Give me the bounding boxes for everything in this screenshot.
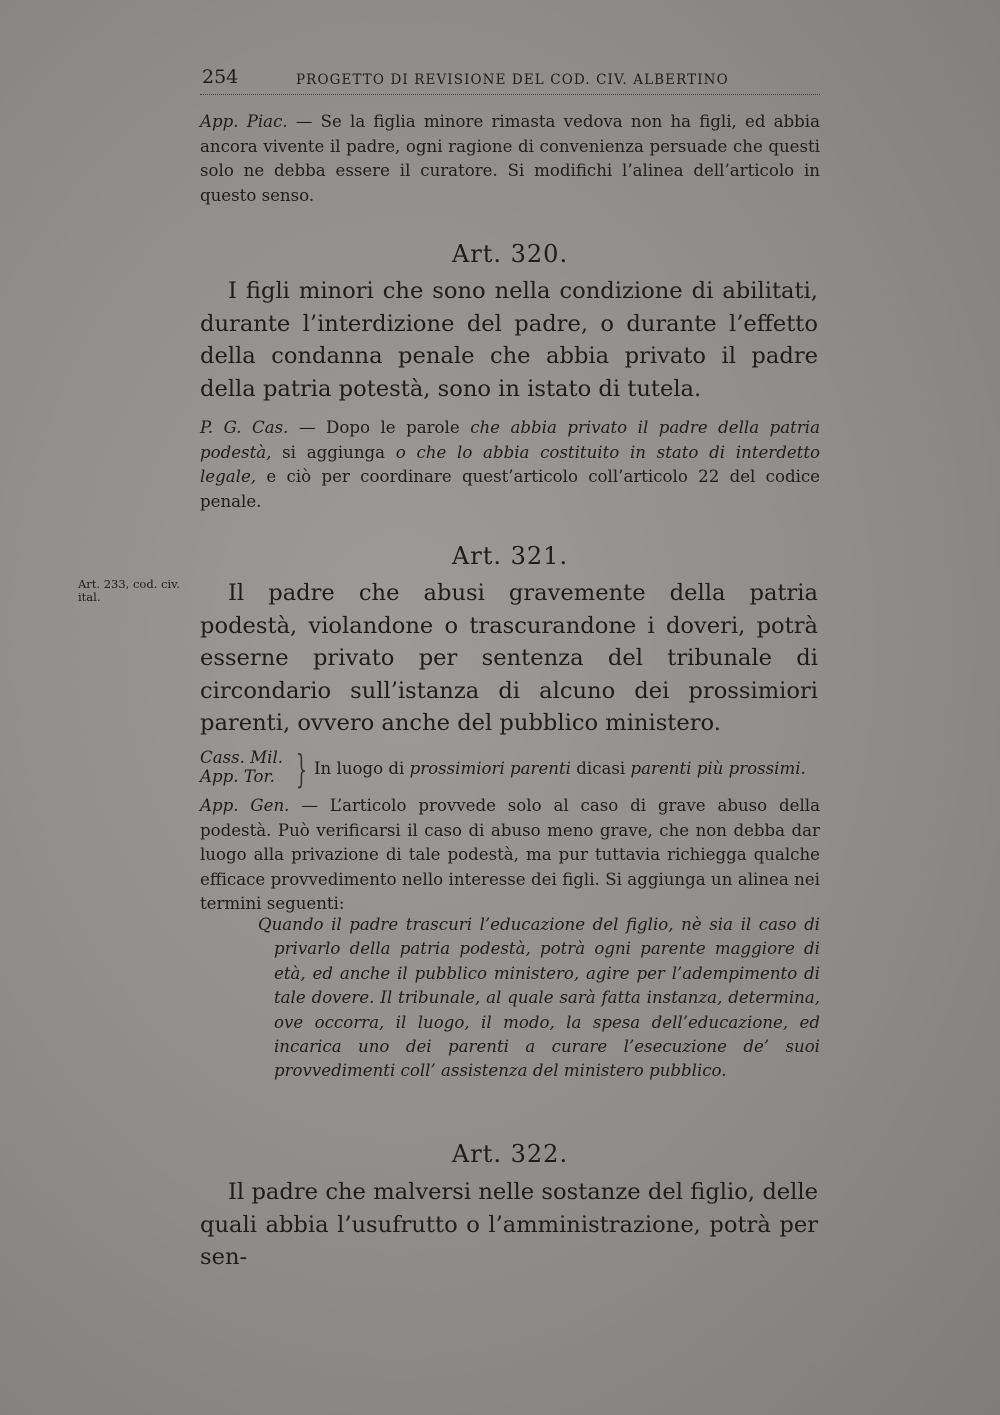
page-number: 254 xyxy=(202,66,239,88)
article-text-322: Il padre che malversi nelle sostanze del figlio, delle quali abbia l’usufrutto o l’amministrazione, potrà per sen- xyxy=(200,1179,818,1271)
article-heading-322: Art. 322. xyxy=(451,1140,569,1168)
article-heading-320: Art. 320. xyxy=(451,240,569,268)
note-text: — L’articolo provvede solo al caso di grave abuso della podestà. Può verificarsi il caso di abuso meno grave, che non debba dar luogo alla privazione di tale podestà, ma pur tuttavia richiegga qualche efficace provvedimento nello interesse dei figli. Si aggiunga un alinea nei termini seguenti: xyxy=(200,796,820,914)
article-heading-321: Art. 321. xyxy=(451,542,569,570)
note-app-gen xyxy=(200,794,820,917)
note-sources: Cass. Mil. App. Tor. xyxy=(200,748,284,786)
note-cass-mil-app-tor xyxy=(200,748,820,794)
article-text-321: Il padre che abusi gravemente della patria podestà, violandone o trascurandone i doveri, potrà esserne privato per sentenza del tribunale di circondario sull’istanza di alcuno dei prossimiori parenti, ovvero anche del pubblico ministero. xyxy=(200,580,818,737)
article-text-320: I figli minori che sono nella condizione di abilitati, durante l’interdizione del padre, o durante l’effetto della condanna penale che abbia privato il padre della patria potestà, sono in istato di tutela. xyxy=(200,278,818,402)
note-source: App. Gen. xyxy=(200,796,290,815)
note-app-piac xyxy=(200,110,820,208)
proposed-paragraph: Quando il padre trascuri l’educazione del figlio, nè sia il caso di privarlo della patria podestà, potrà ogni parente maggiore di età, ed anche il pubblico ministero, agire per l’adempimento di tale dovere. Il tribunale, al quale sarà fatta instanza, determina, ove occorra, il luogo, il modo, la spesa dell’educazione, ed incarica uno dei parenti a curare l’esecuzione de’ suoi provvedimenti coll’ assistenza del ministero pubblico. xyxy=(258,915,820,1081)
brace-glyph: } xyxy=(296,747,307,791)
running-title: PROGETTO DI REVISIONE DEL COD. CIV. ALBERTINO xyxy=(296,72,729,88)
header-rule xyxy=(200,94,820,95)
note-text: — Se la figlia minore rimasta vedova non ha figli, ed abbia ancora vivente il padre, ogni ragione di convenienza persuade che questi solo ne debba essere il curatore. Si modifichi l’alinea dell’articolo in questo senso. xyxy=(200,112,820,205)
note-source: App. Piac. xyxy=(200,112,288,131)
note-pg-cas: P. G. Cas. — Dopo le parole che abbia privato il padre della patria podestà, si aggiunga o che lo abbia costituito in stato di interdetto legale, e ciò per coordinare quest’articolo coll’articolo 22 del codice penale. xyxy=(200,418,821,511)
note-text: In luogo di prossimiori parenti dicasi parenti più prossimi. xyxy=(314,759,806,778)
page-header xyxy=(200,66,820,92)
note-source: P. G. Cas. xyxy=(200,418,289,437)
margin-reference: Art. 233, cod. civ. ital. xyxy=(78,577,180,604)
